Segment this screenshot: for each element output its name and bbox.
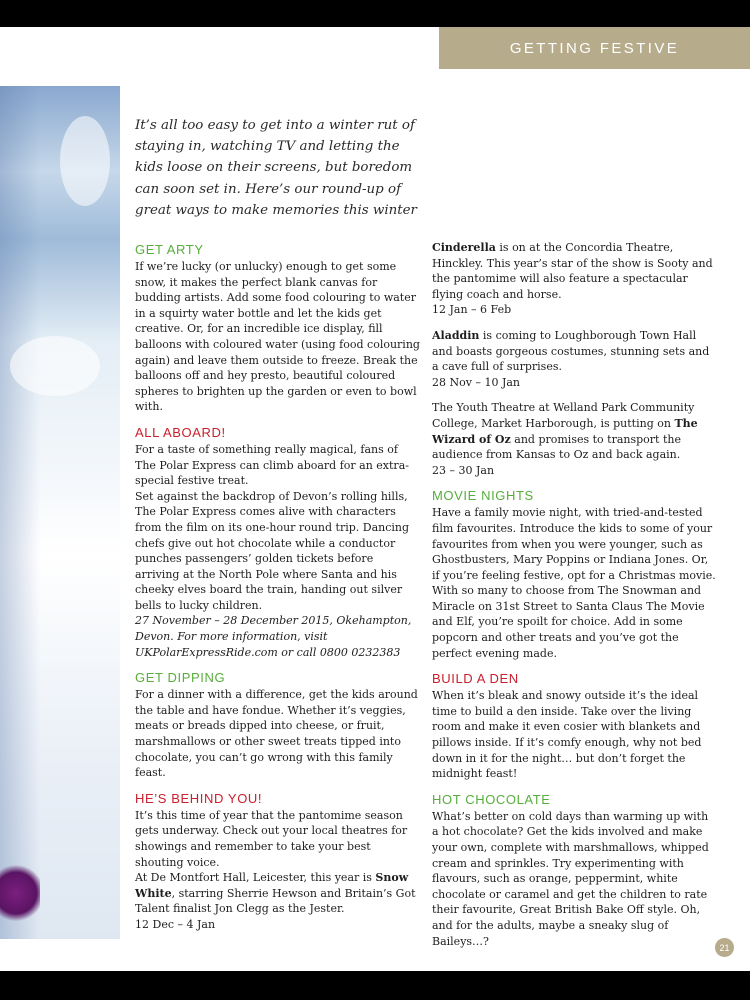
snow-white-pre: At De Montfort Hall, Leicester, this year is xyxy=(135,871,376,885)
right-column xyxy=(432,240,717,959)
cinderella-title: Cinderella xyxy=(432,241,496,254)
photo-snow-highlight xyxy=(60,116,110,206)
get-arty-heading: GET ARTY xyxy=(135,242,204,257)
movie-nights-section xyxy=(432,488,717,661)
section-banner: GETTING FESTIVE xyxy=(439,27,750,69)
movie-nights-heading: MOVIE NIGHTS xyxy=(432,488,534,504)
snow-white-dates: 12 Dec – 4 Jan xyxy=(135,917,216,931)
all-aboard-section xyxy=(135,425,420,660)
behind-you-section xyxy=(135,791,420,933)
cinderella-desc: is on at the Concordia Theatre, Hinckley. This year’s star of the show is Sooty and the pantomime will also feature a spectacular flying coach and horse. xyxy=(432,241,713,301)
snow-white-listing xyxy=(135,870,420,917)
behind-you-heading: HE’S BEHIND YOU! xyxy=(135,790,263,806)
snow-photo xyxy=(0,86,120,939)
snow-white-title: Snow White xyxy=(135,871,409,900)
aladdin-title: Aladdin xyxy=(432,328,480,342)
all-aboard-details: 27 November – 28 December 2015, Okehampton, Devon. For more information, visit UKPolarExpressRide.com or call 0800 0232383 xyxy=(135,614,412,659)
wizard-of-oz-pre: The Youth Theatre at Welland Park Community College, Market Harborough, is putting on xyxy=(432,401,695,430)
cinderella-text xyxy=(432,240,717,302)
get-arty-section xyxy=(135,242,420,415)
aladdin-text xyxy=(432,328,717,375)
hot-chocolate-body: What’s better on cold days than warming up with a hot chocolate? Get the kids involved and make your own, complete with marshmallows, whipped cream and sprinkles. Try experimenting with flavours, such as orange, peppermint, white chocolate or caramel and get the children to rate their favourite, Great British Bake Off style. Oh, and for the adults, maybe a sneaky slug of Baileys…? xyxy=(432,809,709,948)
hot-chocolate-heading: HOT CHOCOLATE xyxy=(432,791,551,807)
all-aboard-body: Set against the backdrop of Devon’s rolling hills, The Polar Express comes alive with characters from the film on its one-hour round trip. Dancing chefs give out hot chocolate while a conductor punches passengers’ golden tickets before arriving at the North Pole where Santa and his cheeky elves board the train, handing out silver bells to lucky children. xyxy=(135,489,410,612)
page-number: 21 xyxy=(715,938,734,957)
build-den-body: When it’s bleak and snowy outside it’s the ideal time to build a den inside. Take over the living room and make it even cosier with blankets and pillows inside. If it’s comfy enough, why not bed down in it for the night… but don’t forget the midnight feast! xyxy=(432,689,702,781)
intro-text: It’s all too easy to get into a winter rut of staying in, watching TV and letting the kids loose on their screens, but boredom can soon set in. Here’s our round-up of great ways to make memories this winter xyxy=(135,118,417,218)
wizard-of-oz-post: and promises to transport the audience from Kansas to Oz and back again. xyxy=(432,432,681,462)
all-aboard-heading: ALL ABOARD! xyxy=(135,424,226,440)
behind-you-body: It’s this time of year that the pantomime season gets underway. Check out your local theatres for showings and remember to take your best shouting voice. xyxy=(135,808,408,869)
bottom-black-bar xyxy=(0,971,750,1000)
aladdin-desc: is coming to Loughborough Town Hall and boasts gorgeous costumes, stunning sets and a cave full of surprises. xyxy=(432,328,710,374)
get-dipping-body: For a dinner with a difference, get the kids around the table and have fondue. Whether it’s veggies, meats or breads dipped into cheese, or fruit, marshmallows or other sweet treats tipped into chocolate, you can’t go wrong with this family feast. xyxy=(135,688,418,780)
cinderella-dates: 12 Jan – 6 Feb xyxy=(432,303,512,317)
cinderella-listing xyxy=(432,240,717,318)
build-den-heading: BUILD A DEN xyxy=(432,671,519,687)
aladdin-dates: 28 Nov – 10 Jan xyxy=(432,375,520,389)
build-den-section xyxy=(432,671,717,782)
top-black-bar xyxy=(0,0,750,27)
photo-snow-highlight xyxy=(10,336,100,396)
wizard-of-oz-listing xyxy=(432,400,717,478)
magazine-page xyxy=(0,27,750,971)
photo-child-figure xyxy=(0,864,40,922)
movie-nights-body: Have a family movie night, with tried-and-tested film favourites. Introduce the kids to some of your favourites from when you were younger, such as Ghostbusters, Mary Poppins or Indiana Jones. Or, if you’re feeling festive, opt for a Christmas movie. With so many to choose from The Snowman and Miracle on 31st Street to Santa Claus The Movie and Elf, you’re spoilt for choice. Add in some popcorn and other treats and you’ve got the perfect evening made. xyxy=(432,506,716,660)
photo-shade xyxy=(0,86,40,939)
wizard-of-oz-title: The Wizard of Oz xyxy=(432,416,698,446)
get-dipping-section xyxy=(135,670,420,781)
aladdin-listing xyxy=(432,328,717,390)
left-column xyxy=(135,242,420,943)
get-arty-body: If we’re lucky (or unlucky) enough to get some snow, it makes the perfect blank canvas for budding artists. Add some food colouring to water in a squirty water bottle and let the kids get creative. Or, for an incredible ice display, fill balloons with coloured water (using food colouring again) and leave them outside to freeze. Break the balloons off and hey presto, beautiful coloured spheres to brighten up the garden or even to bowl with. xyxy=(135,260,420,414)
wizard-of-oz-text xyxy=(432,400,717,462)
wizard-of-oz-dates: 23 – 30 Jan xyxy=(432,463,495,477)
snow-white-post: , starring Sherrie Hewson and Britain’s Got Talent finalist Jon Clegg as the Jester. xyxy=(135,886,416,916)
hot-chocolate-section xyxy=(432,792,717,949)
get-dipping-heading: GET DIPPING xyxy=(135,670,226,686)
all-aboard-intro: For a taste of something really magical, fans of The Polar Express can climb aboard for an extra-special festive treat. xyxy=(135,442,409,488)
